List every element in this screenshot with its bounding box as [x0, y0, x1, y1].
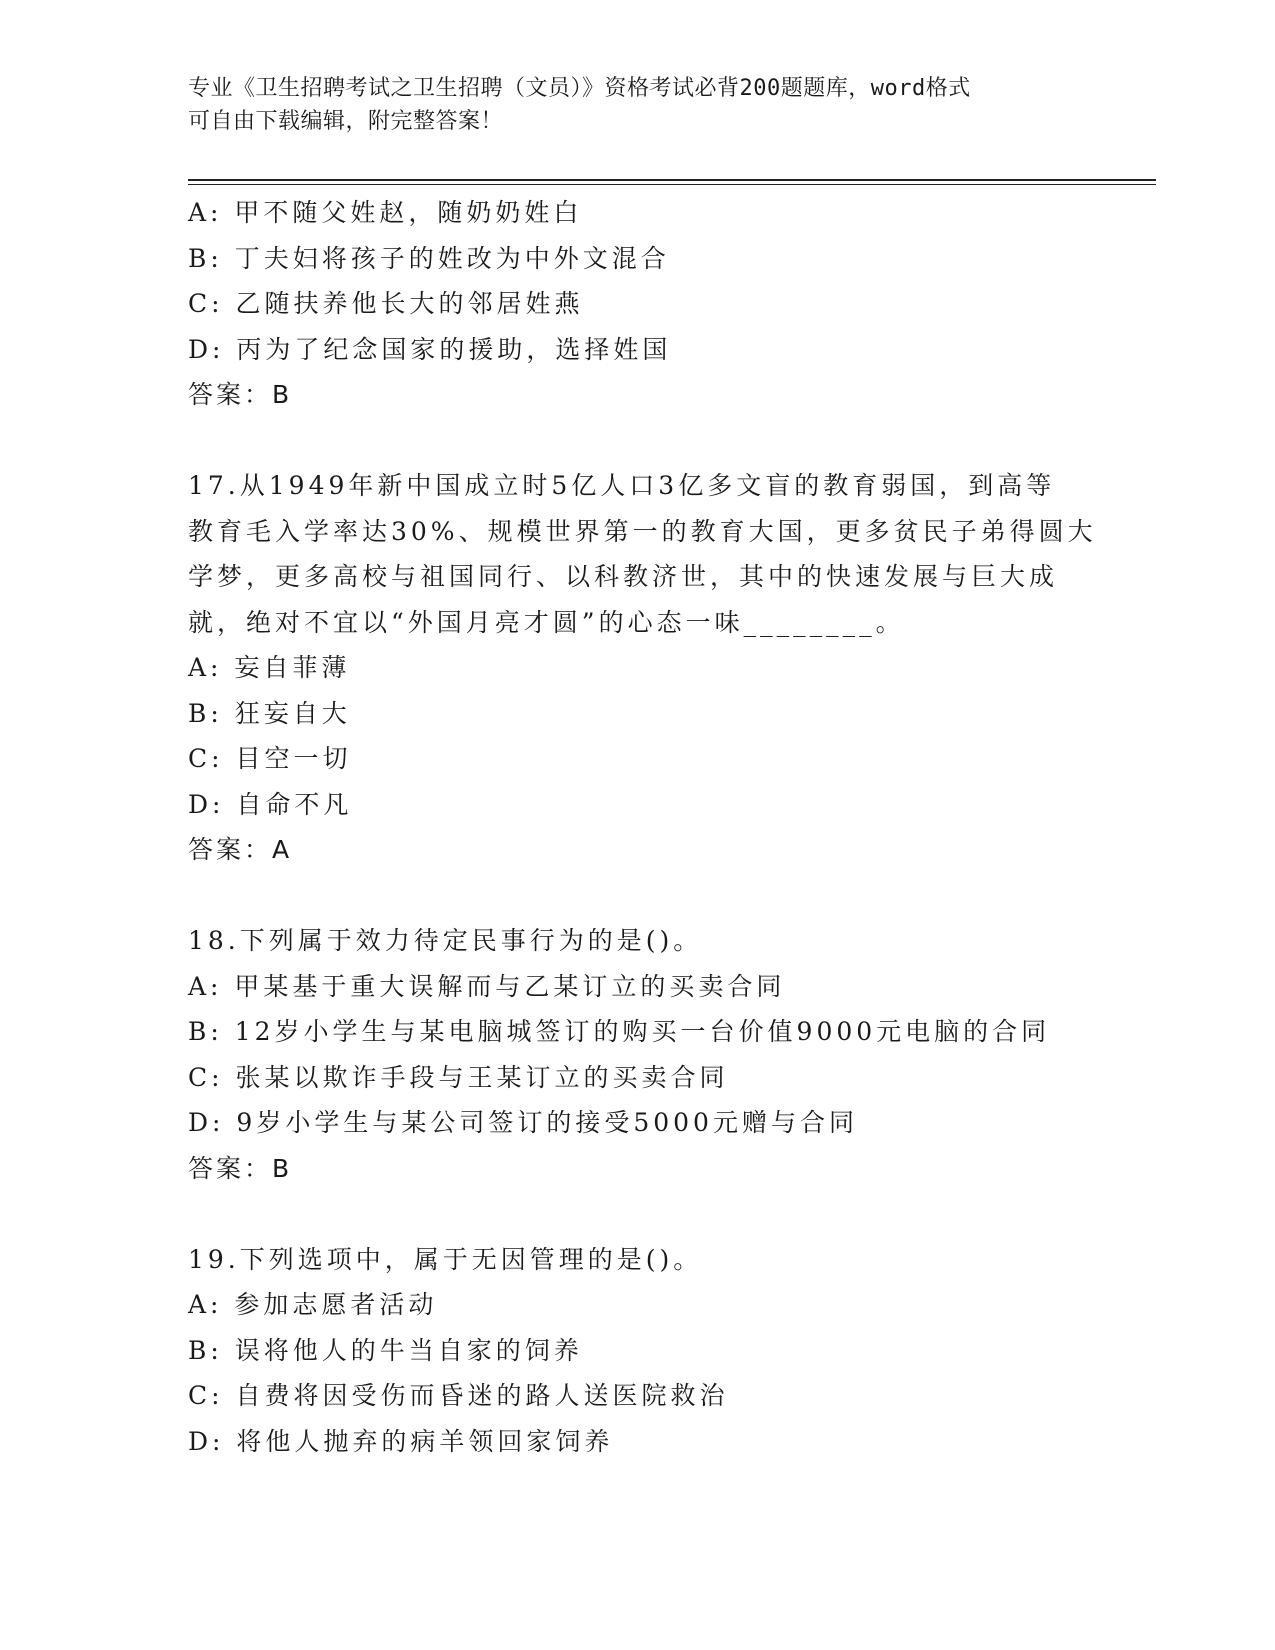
question-17: [188, 463, 1097, 873]
option-c: C: 目空一切: [188, 744, 352, 773]
option-d: D: 自命不凡: [188, 789, 353, 819]
question-list: [188, 190, 1097, 1464]
option-c: C: 自费将因受伤而昏迷的路人送医院救治: [188, 1381, 729, 1410]
header-line-2: 可自由下载编辑，附完整答案！: [188, 109, 504, 134]
option-a: A: 甲不随父姓赵，随奶奶姓白: [188, 198, 583, 227]
option-b: B: 狂妄自大: [188, 698, 351, 728]
option-d: D: 将他人抛弃的病羊领回家饲养: [188, 1426, 614, 1456]
question-stem-line: 学梦，更多高校与祖国同行、以科教济世，其中的快速发展与巨大成: [188, 562, 1059, 591]
spacer: [188, 418, 1088, 464]
option-d: D: 丙为了纪念国家的援助，选择姓国: [188, 334, 672, 364]
option-d: D: 9岁小学生与某公司签订的接受5000元赠与合同: [188, 1108, 858, 1137]
answer-line: 答案：B: [188, 380, 293, 409]
spacer: [188, 873, 1088, 919]
document-header: [188, 72, 1088, 138]
option-b: B: 误将他人的牛当自家的饲养: [188, 1335, 583, 1365]
option-a: A: 甲某基于重大误解而与乙某订立的买卖合同: [188, 971, 786, 1001]
question-stem-line: 教育毛入学率达30%、规模世界第一的教育大国，更多贫民子弟得圆大: [188, 516, 1097, 546]
option-c: C: 张某以欺诈手段与王某订立的买卖合同: [188, 1062, 729, 1092]
question-19: [188, 1237, 1088, 1465]
question-stem-line: 18.下列属于效力待定民事行为的是()。: [188, 926, 703, 955]
option-b: B: 丁夫妇将孩子的姓改为中外文混合: [188, 243, 670, 273]
option-a: A: 妄自菲薄: [188, 653, 351, 682]
answer-line: 答案：B: [188, 1153, 293, 1183]
question-16: [188, 190, 1088, 418]
question-stem-line: 19.下列选项中，属于无因管理的是()。: [188, 1244, 703, 1274]
option-b: B: 12岁小学生与某电脑城签订的购买一台价值9000元电脑的合同: [188, 1017, 1051, 1046]
option-c: C: 乙随扶养他长大的邻居姓燕: [188, 289, 584, 318]
answer-line: 答案：A: [188, 835, 293, 864]
header-divider: [188, 179, 1156, 185]
question-stem-line: 就，绝对不宜以“外国月亮才圆”的心态一味________。: [188, 607, 905, 637]
spacer: [188, 1191, 1088, 1237]
question-stem-line: 17.从1949年新中国成立时5亿人口3亿多文盲的教育弱国，到高等: [188, 471, 1056, 500]
header-line-1: 专业《卫生招聘考试之卫生招聘（文员）》资格考试必背200题题库，word格式: [188, 76, 971, 101]
question-18: [188, 918, 1088, 1191]
option-a: A: 参加志愿者活动: [188, 1290, 438, 1319]
